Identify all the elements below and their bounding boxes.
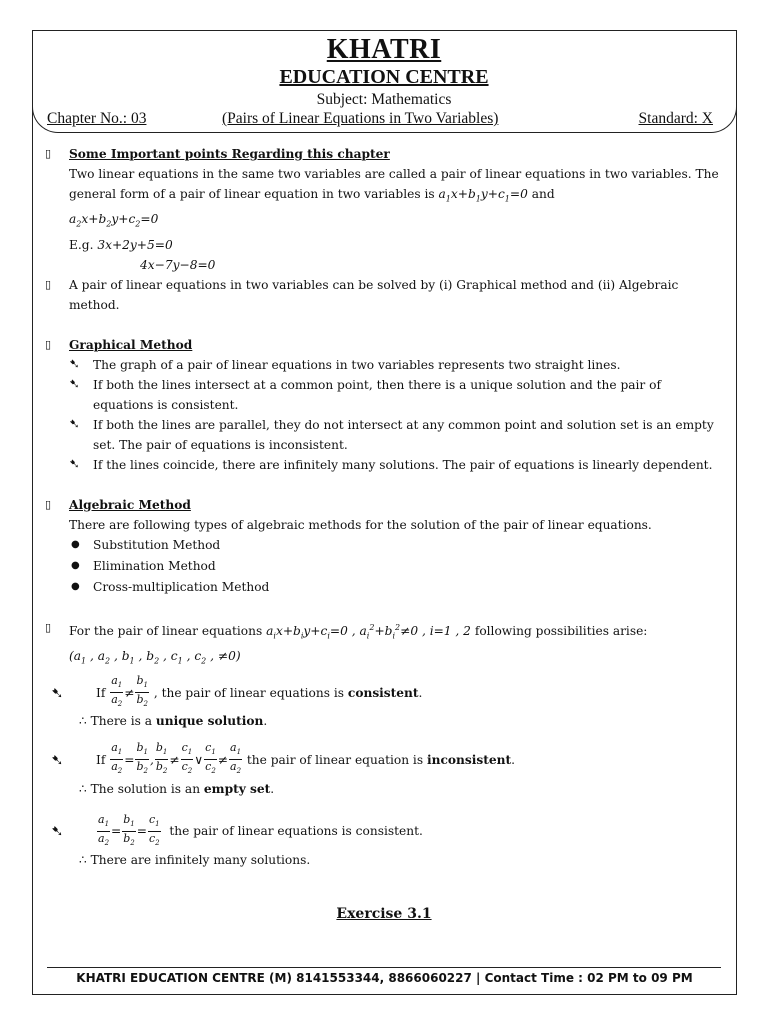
general-form-text: Two linear equations in the same two variables are called a pair of linear equations in two variables. The general form of a pair of linear equation in two variables is [69, 167, 719, 201]
example-line-1 [69, 235, 724, 255]
list-item: ➷ If the lines coincide, there are infinitely many solutions. The pair of equations is linearly dependent. [69, 455, 724, 475]
dot-icon: ● [71, 580, 80, 592]
header-subtitle: EDUCATION CENTRE [279, 66, 489, 88]
content-body [44, 144, 724, 924]
example-line-2 [69, 255, 724, 275]
dot-icon: ● [71, 559, 80, 571]
algebraic-intro: There are following types of algebraic methods for the solution of the pair of linear equations. [69, 517, 652, 532]
header-title: KHATRI [326, 34, 442, 65]
bullet-icon: ▯ [45, 337, 52, 351]
chapter-number: Chapter No.: 03 [47, 110, 147, 127]
chapter-name: (Pairs of Linear Equations in Two Variables) [222, 110, 499, 127]
dot-icon: ● [71, 538, 80, 550]
list-item: ● Substitution Method [69, 535, 724, 555]
exercise-heading: Exercise 3.1 [336, 905, 432, 922]
section-heading: Algebraic Method [69, 497, 191, 512]
case-1-result: ∴ There is a unique solution. [79, 714, 268, 729]
section-heading: Some Important points Regarding this chapter [69, 147, 390, 161]
and-text: and [531, 187, 555, 201]
arrow-icon: ➷ [51, 750, 64, 769]
arrow-icon: ➷ [69, 416, 80, 432]
bullet-icon: ▯ [45, 147, 52, 160]
section-heading: Graphical Method [69, 337, 193, 352]
arrow-icon: ➷ [69, 456, 80, 472]
arrow-icon: ➷ [51, 822, 64, 841]
equation-general-1: $a_1x+b_1y+c_1=0$ [438, 187, 528, 204]
example-equation-1: 3x+2y+5=0 [97, 237, 173, 252]
case-infinite-solutions: ➷ $\frac{a_1}{a_2}$ = $\frac{b_1}{b_2}$ = $\frac{c_1}{c_2}$ the pair of linear equations is consistent. [51, 812, 423, 847]
general-form-paragraph [69, 164, 724, 235]
algebraic-methods-list [69, 535, 724, 597]
list-item: ➷ The graph of a pair of linear equations in two variables represents two straight lines. [69, 355, 724, 375]
equation-general-2: $a_2x+b_2y+c_2=0$ [69, 212, 159, 229]
list-item: ➷ If both the lines are parallel, they do not intersect at any common point and solution set is an empty set. The pair of equations is inconsistent. [69, 416, 714, 452]
case-3-result: ∴ There are infinitely many solutions. [79, 852, 311, 867]
case-inconsistent: ➷ If $\frac{a_1}{a_2}$ = $\frac{b_1}{b_2}$ , $\frac{b_1}{b_2}$ ≠ $\frac{c_1}{c_2}$ ∨ $\frac{c_1}{c_2}$ ≠ $\frac{a_1}{a_2}$ the pair of linear equation is inconsistent. [51, 741, 515, 776]
coefficients-condition: ($a_1$ , $a_2$ , $b_1$ , $b_2$ , $c_1$ , $c_2$ , ≠0) [69, 649, 241, 666]
arrow-icon: ➷ [69, 356, 80, 372]
example-label: E.g. [69, 237, 94, 252]
list-item: ● Elimination Method [69, 556, 724, 576]
possibilities-intro: For the pair of linear equations $a_ix+b_iy+c_i=0$ , $a_i^2+b_i^2\ne 0$ , i=1 , 2 following possibilities arise: [69, 622, 648, 641]
footer-contact: KHATRI EDUCATION CENTRE (M) 8141553344, 8866060227 | Contact Time : 02 PM to 09 PM [76, 971, 693, 985]
solving-methods-text: A pair of linear equations in two variables can be solved by (i) Graphical method and (ii) Algebraic method. [69, 277, 679, 312]
example-equation-2: 4x−7y−8=0 [140, 257, 216, 272]
header-subject: Subject: Mathematics [316, 91, 452, 108]
arrow-icon: ➷ [51, 683, 64, 702]
section-solving-methods [44, 275, 724, 315]
equation-pair-general: $a_ix+b_iy+c_i=0$ , $a_i^2+b_i^2\ne 0$ , i=1 , 2 [266, 622, 471, 641]
section-possibilities [44, 618, 724, 672]
fraction-b1-b2: $\frac{b_1}{b_2}$ [136, 673, 148, 709]
case-unique-solution: ➷ If $\frac{a_1}{a_2}$ ≠ $\frac{b_1}{b_2}$ , the pair of linear equations is consistent. [44, 674, 724, 711]
list-item: ● Cross-multiplication Method [69, 577, 724, 597]
list-item: ➷ If both the lines intersect at a common point, then there is a unique solution and the pair of equations is consistent. [69, 376, 661, 412]
section-algebraic-method [44, 495, 724, 597]
fraction-a1-a2: $\frac{a_1}{a_2}$ [111, 673, 123, 709]
bullet-icon: ▯ [45, 277, 52, 291]
graphical-points-list [69, 355, 724, 475]
section-graphical-method [44, 335, 724, 475]
section-important-points [44, 144, 724, 275]
standard-label: Standard: X [638, 110, 713, 127]
bullet-icon: ▯ [45, 497, 52, 511]
case-2-result: ∴ The solution is an empty set. [79, 781, 275, 796]
bullet-icon: ▯ [45, 620, 52, 634]
footer-divider [47, 967, 721, 968]
arrow-icon: ➷ [69, 376, 80, 392]
